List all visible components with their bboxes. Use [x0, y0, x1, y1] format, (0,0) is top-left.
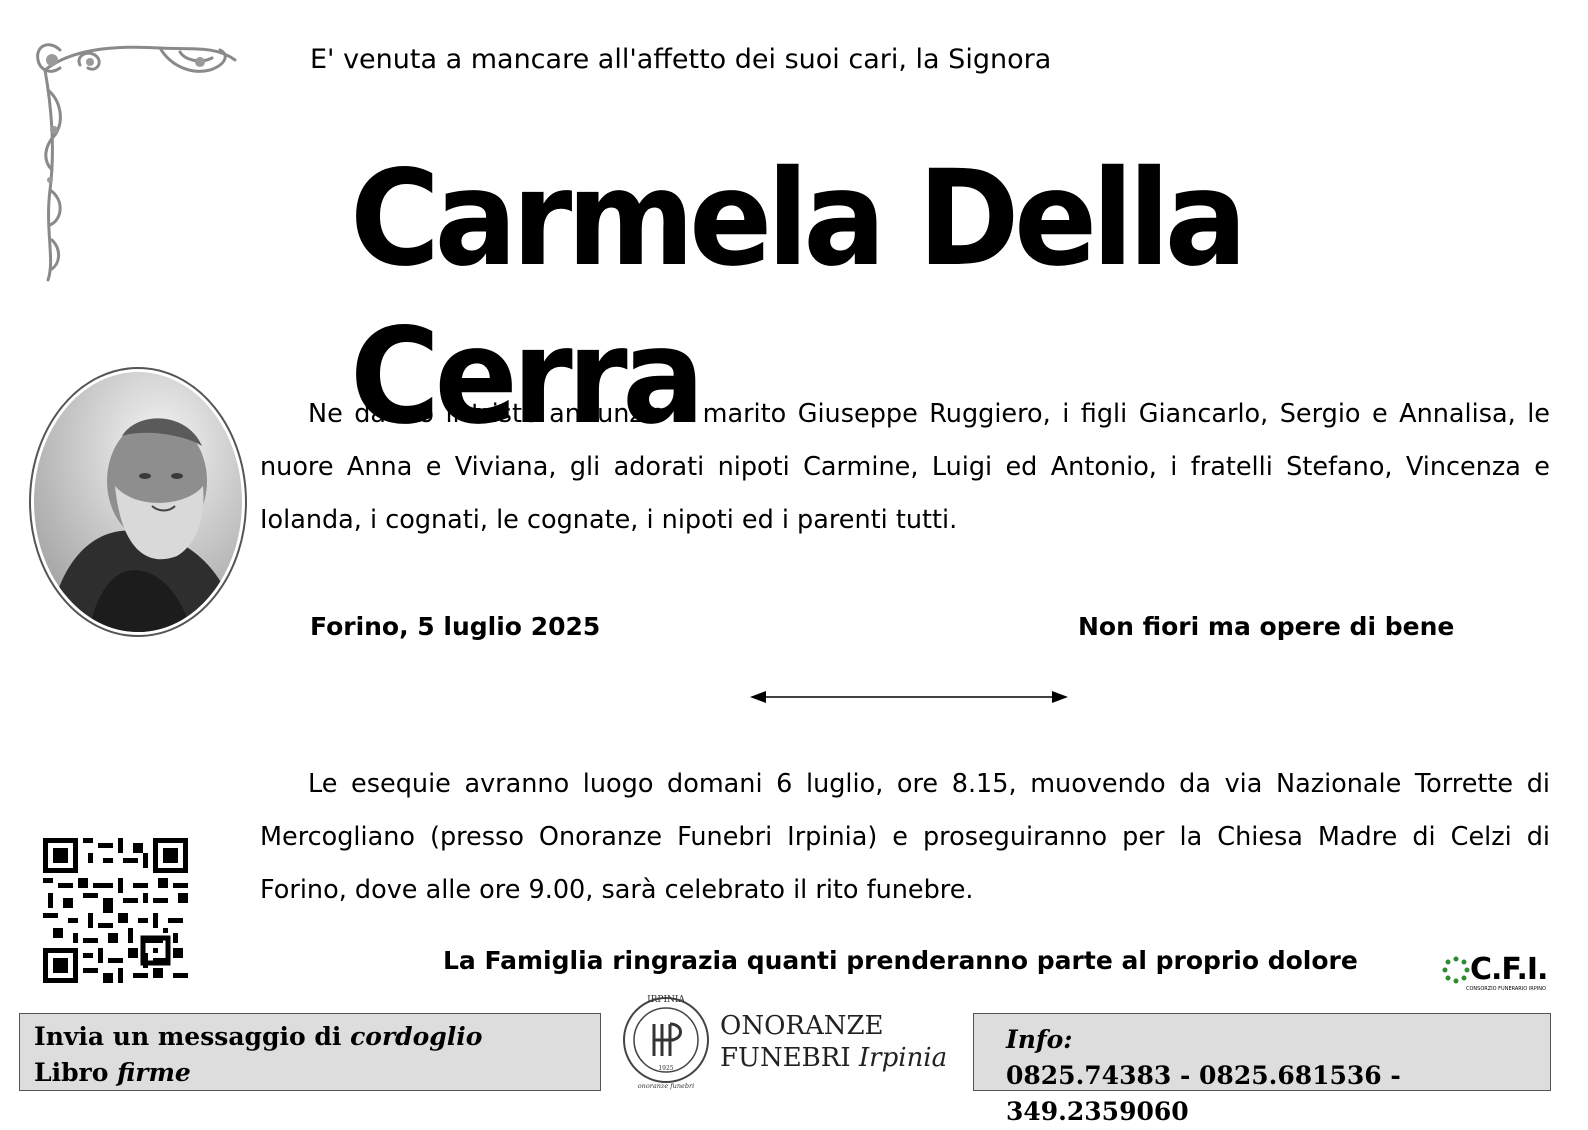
- brand-line2: [720, 1042, 947, 1074]
- condolence-box[interactable]: [19, 1013, 601, 1091]
- portrait-photo: [27, 366, 249, 638]
- funeral-home-seal-icon: [616, 990, 716, 1090]
- cfi-dots-icon: [1442, 956, 1470, 984]
- guestbook-word: firme: [117, 1058, 191, 1087]
- info-box: [973, 1013, 1551, 1126]
- double-arrow-icon: [750, 688, 1068, 706]
- announcement-paragraph: Ne danno il triste annunzio il marito Giuseppe Ruggiero, i figli Giancarlo, Sergio e Annalisa, le nuore Anna e Viviana, gli adorati nipoti Carmine, Luigi ed Antonio, i fratelli Stefano, Vincenza e Iolanda, i cognati, le cognate, i nipoti ed i parenti tutti.: [260, 399, 1550, 535]
- cfi-logo: [1442, 948, 1548, 998]
- seal-bottom-text: onoranze funebri: [637, 1082, 695, 1090]
- cfi-tagline: CONSORZIO FUNERARIO IRPINO: [1466, 986, 1546, 992]
- intro-text: E' venuta a mancare all'affetto dei suoi cari, la Signora: [310, 44, 1052, 75]
- qr-code-icon[interactable]: [43, 838, 188, 983]
- condolence-link[interactable]: [34, 1019, 586, 1055]
- no-flowers-note: Non fiori ma opere di bene: [1078, 612, 1455, 641]
- brand-line1: ONORANZE: [720, 1011, 884, 1041]
- seal-top-text: IRPINIA: [647, 995, 685, 1005]
- condolence-word: cordoglio: [350, 1022, 483, 1051]
- condolence-prefix: Invia un messaggio di: [34, 1022, 351, 1051]
- thanks-line: La Famiglia ringrazia quanti prenderanno parte al proprio dolore: [443, 946, 1358, 975]
- ornament-corner-icon: [30, 30, 245, 285]
- brand-line2-prefix: FUNEBRI: [720, 1043, 859, 1073]
- info-phones[interactable]: 0825.74383 - 0825.681536 - 349.2359060: [1006, 1061, 1401, 1126]
- funeral-home-brand: [720, 1010, 947, 1074]
- guestbook-prefix: Libro: [34, 1058, 118, 1087]
- funeral-paragraph: Le esequie avranno luogo domani 6 luglio, ore 8.15, muovendo da via Nazionale Torrette di Mercogliano (presso Onoranze Funebri Irpinia) e proseguiranno per la Chiesa Madre di Celzi di Forino, dove alle ore 9.00, sarà celebrato il rito funebre.: [260, 769, 1550, 905]
- deceased-name: Carmela Della Cerra: [350, 142, 1242, 455]
- seal-year-text: 1925: [658, 1065, 674, 1072]
- brand-line2-italic: Irpinia: [858, 1043, 948, 1073]
- guestbook-link[interactable]: [34, 1055, 586, 1091]
- cfi-logo-text: C.F.I.: [1470, 952, 1548, 987]
- info-label: Info:: [1006, 1025, 1073, 1054]
- place-date: Forino, 5 luglio 2025: [310, 612, 601, 641]
